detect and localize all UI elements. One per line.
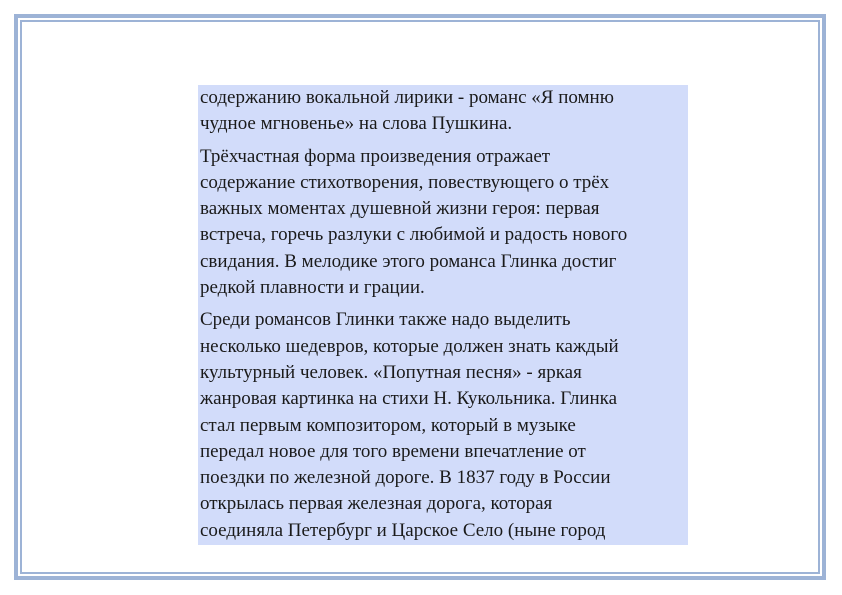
paragraph-1: содержанию вокальной лирики - романс «Я помню чудное мгновенье» на слова Пушкина. xyxy=(200,87,614,135)
paragraph-2: Трёхчастная форма произведения отражает содержание стихотворения, повествующего о трёх важных моментах душевной жизни героя: первая встреча, горечь разлуки с любимой и радость нового свидания. В мелодике этого романса Глинка достиг редкой плавности и грации. xyxy=(200,145,628,299)
paragraph-3: Среди романсов Глинки также надо выделить несколько шедевров, которые должен знать каждый культурный человек. «Попутная песня» - яркая жанровая картинка на стихи Н. Кукольника. Глинка стал первым композитором, который в музыке передал новое для того времени впечатление от поездки по железной дороге. В 1837 году в России открылась первая железная дорога, которая соединяла Петербург и Царское Село (ныне город xyxy=(200,309,619,541)
text-box xyxy=(198,85,688,545)
